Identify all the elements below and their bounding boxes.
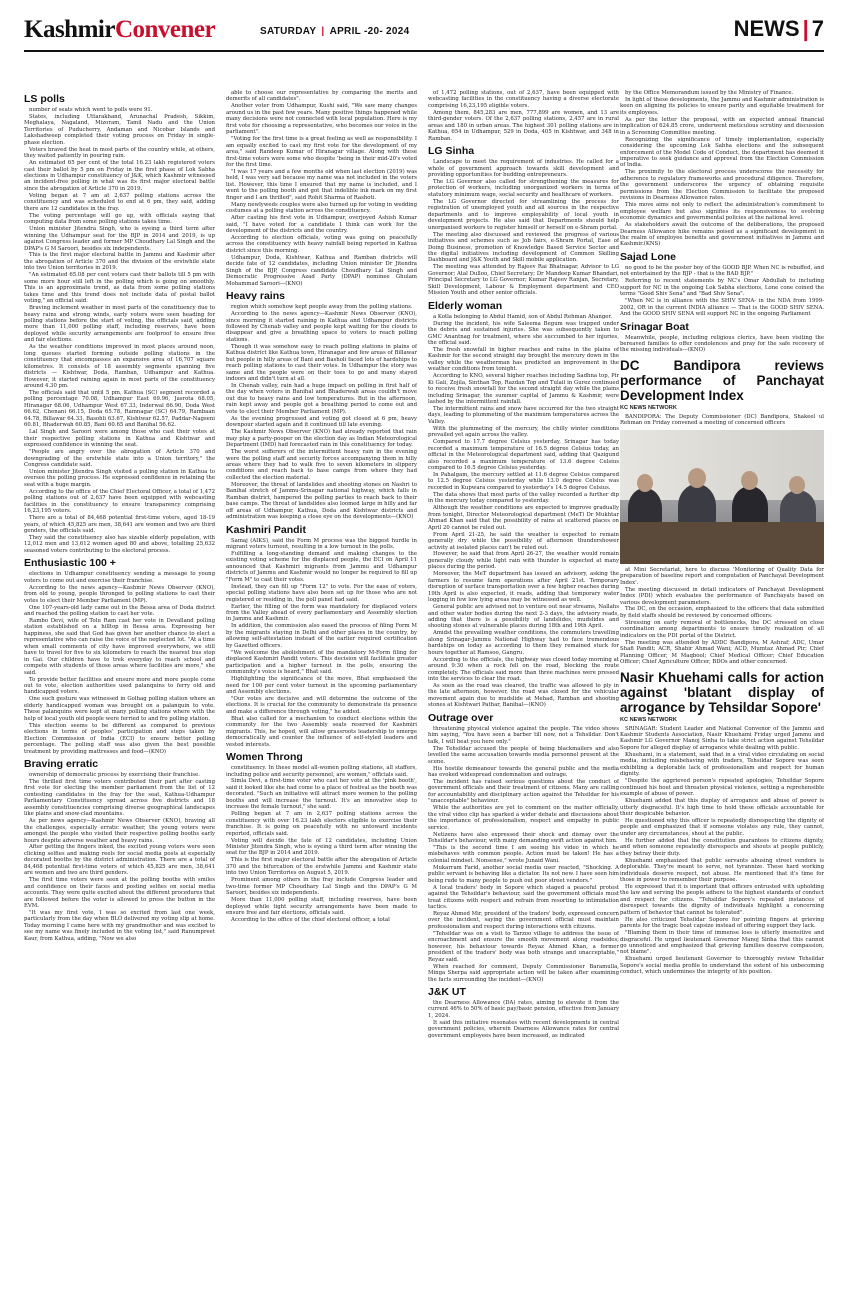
paragraph: According to the officials, the highway was closed today morning at around 9:30 when a rock fell on the road, blocking the route completely. The officials said more than three machines were pressed into the services to clear the road. (428, 656, 619, 683)
paragraph: Among them, 845,283 are men, 777,899 are women, and 13 are third-gender voters. Of the 2,637 polling stations, 2,457 are in rural areas and 180 in urban areas. The highest 301 polling stations are in Kathua, 654 in Udhampur, 529 in Doda, 405 in Kishtwar, and 348 in Ramban. (428, 109, 619, 142)
paragraph: Highlighting the significance of the move, Bhat emphasised the need for 100 per cent voter turnout in the upcoming parliamentary and Assembly elections. (226, 676, 417, 695)
paragraph: It said this initiative resonates with recent developments in central government policies, wherein Dearness Allowance rates for central government employees have been increased, as indicated (428, 1019, 619, 1039)
byline: KC NEWS NETWORK (620, 716, 677, 723)
paragraph: no good to be the poster boy of the GOOD BJP. When NC is rebuffed, and not entertained by the BJP - that is the BAD BJP." (620, 264, 824, 278)
paragraph: He questioned why this officer is repeatedly disrespecting the dignity of people and emphasized that if someone violates any rule, they cannot, under any circumstances, shout at the public. (620, 817, 824, 837)
paragraph: According to the news agency—Kashmir News Observer (KNO), from old to young, people thronged to polling stations to cast their votes to elect their Member Parliament (MP). (24, 584, 215, 604)
paragraph: After casting his first vote in Udhampur, overjoyed Ashish Kumar said, "I have voted for a candidate I think can work for the development of the districts and the country. (226, 215, 417, 235)
paragraph: General public are advised not to venture out near streams, Nallahs and other water bodies during the next 2-3 days, the advisory reads, adding that there is a possibility of landslides, mudslides and shooting stones at vulnerable places during 18th and 19th April. (428, 604, 619, 630)
headline-nasir-khuehami: Nasir Khuehami calls for action against 'blatant display of arrogance by Tehsildar Sopore' (620, 669, 824, 715)
paragraph: BANDIPORA: The Deputy Commissioner (DC) Bandipora, Shakeel ul Rehman on Friday convened a meeting of concerned officers (620, 413, 824, 427)
paragraph: Though it was somehow easy to reach polling stations in plains of Kathua district like Kathua town, Hiranagar and few areas of Billawar but people in hilly areas of Bani and Basholi faced lots of hardships to reach polling stations to cast their votes. In Udhampur the story was same and the people were on their toes to go and many stayed indoors and didn't turn at all. (226, 343, 417, 383)
column-4 (620, 90, 824, 1300)
paragraph: Khuehami added that this display of arrogance and abuse of power is utterly disgraceful. It's high time to hold these officials accountable for their despicable behavior. (620, 798, 824, 817)
issue-day: SATURDAY (260, 26, 317, 37)
paragraph: The data shows that most parts of the valley recorded a further dip in the mercury today compared to yesterday. (428, 491, 619, 505)
paragraph: The incident has raised serious questions about the conduct of government officials and their treatment of citizens. Many are calling for accountability and disciplinary action against the Tehsildar for his "unacceptable" behaviour. (428, 778, 619, 805)
paragraph: Braving inclement weather in most parts of the constituency due to heavy rains and strong winds, early voters were seen heading for polling stations before the start of voting, the officials said, adding more than 11,000 polling staff, including reserves, have been deployed while security arrangements are foolproof to ensure free and fair elections. (24, 305, 215, 344)
paragraph: "Voting for the first time is a great feeling as well as responsibility. I am equally excited to cast my first vote for the development of my area," said Randeep Kumar of Hiranagar village. Along with these first-time voters were some who despite 'being in their mid-20's voted for the first time. (226, 136, 417, 168)
paragraph: The worst sufferers of the intermittent heavy rain in the evening were the polling staff and security forces accompanying them in hilly areas where they had to walk five to seven kilometers in slippery conditions and reach back to base camps from where they had collected the election material. (226, 449, 417, 481)
paragraph: "People are angry over the abrogation of Article 370 and downgrading of the erstwhile state into a Union territory," the Congress candidate said. (24, 449, 215, 468)
paragraph: He also criticized Tehsildar Sopore for pointing fingers at grieving parents for the tragic boat capsize instead of offering support they lack. (620, 916, 824, 930)
paragraph: The proximity to the electoral process underscores the necessity for adherence to regulatory frameworks and procedural diligence. Therefore, the government underscores the urgency of obtaining requisite permissions from the Election Commission to facilitate the proposed revisions in Dearness Allowance rates. (620, 169, 824, 202)
paragraph: "This is the second time I am seeing his video in which he misbehaves with common people. Action must be taken! He has a colonial mindset. Nonsense," wrote Junaid Wani. (428, 844, 619, 864)
paragraph: The LG Governor directed for streamlining the process for registration of unemployed youth and all sources in the respective departments and to improve employability of local youth in development projects. He also said that Departments should help unorganised workers to register himself or herself on e-Shram portal. (428, 198, 619, 231)
paragraph: "Blaming them in their time of immense loss is utterly insensitive and disgraceful. He urged lieutenant Governor Manoj Sinha that this cannot go unnoticed and emphasized that grieving families deserve compassion, not blame". (620, 930, 824, 956)
issue-separator: | (318, 26, 328, 37)
paragraph: The officials said that until 5 pm, Kathua (SC) segment recorded a polling percentage 70.08, Udhampur East 69.96, Jasrota 68.05, Hiranagar 68.06, Udhampur West 67.33, Inderwal 66.90, Doda West 66.62, Chenani 66.15, Doda 65.78, Ramnagar (SC) 64.79, Rambaan 64.78, Billawar 64.33, Basohli 63.67, Kishtwar 62.57, Paddar-Nagseni 60.81, Bhaderwah 60.85, Bani 60.65 and Banihal 56.62. (24, 389, 215, 429)
paragraph: Although the weather conditions are expected to improve gradually from tonight, Director Meteorological department (MeT) Dr Mukhtar Ahmad Khan said that the possibility of rains at scattered places on April 20 cannot be ruled out. (428, 505, 619, 531)
paragraph: Prominent among others in the fray include Congress leader and two-time former MP Choudhary Lal Singh and the DPAP's G M Saroori, besides six independents. (226, 877, 417, 897)
section-bar: | (802, 16, 809, 41)
subhead-kashmiri-pandit: Kashmiri Pandit (226, 523, 306, 536)
masthead-rule (24, 50, 824, 52)
paragraph: With the plummeting of the mercury, the chilly winter conditions prevailed yet again across the valley. (428, 425, 619, 439)
paragraph: Instead, they can fill up "Form 12" to vote. For the ease of voters, special polling stations have also been set up for those who are not registered or residing in, the poll panel had said. (226, 583, 417, 603)
paragraph: The meeting also discussed and reviewed the progress of various initiatives and schemes such as Job fairs, e-Shram Portal, Ease of Doing Business, promotion of Knowledge Based Service Sector and the digital initiatives including development of Common Skilling Dashboard and J&K Youth and Skill mobile application. (428, 231, 619, 264)
paragraph: Another voter from Udhampur, Kushi said, "We saw many changes around us in the past few years. Many positive things happened while many decisions were not connected with local population. Here is my first vote for choosing a representative, who becomes our voice in the parliament". (226, 103, 417, 136)
photo-head (637, 474, 653, 492)
paragraph: In Pahalgam, the mercury settled at 11.6 degree Celsius compared to 12.5 degree Celsius yesterday while 13.0 degree Celsius was recorded in Kupwara compared to yesterday's 14.5 degree Celsius. (428, 472, 619, 491)
paragraph: elections in Udhampur constituency sending a message to young voters to come out and exercise their franchise. (24, 571, 215, 584)
paragraph: "Our votes are decisive and will determine the outcome of the elections. It is crucial for the community to demonstrate its presence and make a difference through voting," he added. (226, 695, 417, 715)
paragraph: An estimated 65 per cent of the total 16.23 lakh registered voters cast their ballot by 5 pm on Friday in the first phase of Lok Sabha elections in Udhampur constituency of J&K, which Kashmir witnessed an incident-free polling in what was its first major electoral battle since the abrogation of Article 370 in 2019. (24, 160, 215, 192)
paragraph: The meeting was attended by Rajeev Rai Bhatnagar, Advisor to LG Governor; Atal Dulloo, Chief Secretary; Dr Mandeep Kumar Bhandari, Principal Secretary to LG Governor; Kumar Rajeev Ranjan, Secretary, Skill Development, Labour & Employment department and CEO Mission Youth and other senior officials. (428, 264, 619, 297)
paragraph: From April 21-25, he said the weather is expected to remain generally dry while the possibility of afternoon thundershower activity at isolated places can't be ruled out. (428, 531, 619, 551)
subhead-elderly-woman: Elderly woman (428, 299, 503, 312)
paragraph: Moreover, the MeT department has issued an advisory, asking the farmers to resume farm operations after April 21st. Temporary disruption of surface transportation over a few higher reaches during 19th April is also expected, it reads, adding that temporary water logging in few low lying areas may be witnessed as well. (428, 571, 619, 604)
paragraph: SRINAGAR: Student Leader and National Convenor of the Jammu and Kashmir Students Association, Nasir Khuehami Friday urged Jammu and Kashmir LG Governor Manoj Sinha to take strict action against Tehsildar Sopore for alleged display of arrogance while dealing with public. (620, 725, 824, 751)
paragraph: The meeting discussed in detail indicators of Panchayat Development Index (PDI) which evaluates the performance of Panchayats based on various development parameters. (620, 586, 824, 606)
paragraph: This move aims not only to reflect the administration's commitment to employee welfare but also signifies its responsiveness to evolving economic dynamics and governmental policies at the national level. (620, 202, 824, 222)
paragraph: The DC, on the occasion, emphasized to the officers that data submitted by field staffs should be reviewed by concerned officers. (620, 606, 824, 619)
paragraph: During the incident, his wife Saleema Begum was trapped under the debris and sustained injuries. She was subsequently taken to GMC Anantnag for treatment, where she succumbed to her injuries, the official said. (428, 320, 619, 346)
paragraph: Many newlyweds couples were also turned up for voting in wedding costumes at a polling station across the constituency. (226, 201, 417, 215)
paragraph: However, he said that from April 26-27, the weather would remain generally cloudy while light rain with thunder is expected at many places during the period. (428, 551, 619, 571)
paragraph: Mukarram Farid, another social media user reacted, "Shocking. A public servant is behaving like a dictator. Its not new. I have seen him being rude to many people to push out poor street vendors." (428, 864, 619, 884)
paragraph: As stakeholders await the outcome of the deliberations, the proposed Dearness Allowance hike remains poised as a significant development in the realm of employee benefits and government initiatives in Jammu and Kashmir.(KNS) (620, 222, 824, 248)
paragraph: He further added that the constitution guarantees to citizens dignity, and when someone repeatedly disrespects and shouts at people publicly, they betray their duty. (620, 837, 824, 857)
paragraph: "We welcome the abolishment of the mandatory M-Form filing for displaced Kashmiri Pandit voters. This decision will facilitate greater participation and a higher turnout in the polls, ensuring the community's voice is heard," Bhat said. (226, 649, 417, 676)
paragraph: One 107-years-old lady came out in the Bessa area of Doda district and reached the polling station to cast her vote. (24, 604, 215, 618)
paragraph: Recognizing the significance of timely implementation, especially considering the upcoming Lok Sabha elections and the subsequent enforcement of the Model Code of Conduct, the department has deemed it imperative to seek guidance and approval from the Election Commission of India. (620, 136, 824, 169)
paragraph: According to the office of the Chief Electoral Officer, a total of 1,472 polling stations out of 2,637 have been equipped with webcasting facilities in the constituency to ensure transparency comprising 16,23,195 voters. (24, 488, 215, 515)
paragraph: The LG Governor also called for strengthening the measures for protection of workers, including unorganized workers in terms of statutory minimum wage, social security and healthcare of workers. (428, 178, 619, 198)
byline: KC NEWS NETWORK (620, 404, 677, 411)
paragraph: The first time voters were seen at the polling booths with smiles and confidence on their faces and posting selfies on social media accounts. They were quite excited about the different procedures that are followed before the voter is allowed to press the button in the EVM. (24, 877, 215, 910)
paragraph: The fresh snowfall in higher reaches and rains in the plains of Kashmir for the second straight day brought the mercury down in the valley while the weatherman has predicted an improvement in the weather conditions from tonight. (428, 346, 619, 373)
section-name: NEWS (733, 16, 800, 41)
subhead-srinagar-boat: Srinagar Boat (620, 320, 689, 333)
paragraph: Reyaz Ahmed Mir, president of the traders' body, expressed concern over the incident, saying the government official must maintain professionalism and respect during interactions with citizens. (428, 911, 619, 930)
paragraph: Polling began at 7 am in 2,637 polling stations across the constituency with over 16.23 lakh electors eligible to exercise their franchise. It is going on peacefully with no untoward incidents reported, officials said. (226, 811, 417, 837)
paragraph: constituency. In these model all-women polling stations, all staffers, including police and security personnel, are women," officials said. (226, 765, 417, 778)
paragraph: "It was my first vote, I was so excited from last one week, particularly from the day when BLO delivered my voting slip at home. Today morning I came here with my grandmother and was excited to see my name was finely included in the voting list," said Ranumpreet Kaur, from Kathua, adding, "Now we also (24, 910, 215, 942)
subhead-jk-ut: J&K UT (428, 986, 466, 998)
paragraph: More than 11,000 polling staff, including reserves, have been deployed while tight security arrangements have been made to ensure free and fair elections, officials said. (226, 897, 417, 917)
paragraph: Stressing on early removal of bottlenecks, the DC stressed on close coordination among departments to ensure timely realization of all indicators on the PDI portal of the District. (620, 619, 824, 639)
paragraph: This election seems to be different as compared to previous elections in terms of peoples' participation and steps taken by Election Commission of India (ECI) to ensure better polling percentage. The polling staff was also given the best possible treatment by providing mattresses and food—(KNO) (24, 722, 215, 755)
paragraph: One such gesture was witnessed in Golhag polling station where an elderly handicapped woman was brought on a palanquin to vote. These palanquins were kept at many polling stations where with the help of local youth old people were ferried to and fro polling station. (24, 696, 215, 722)
paragraph: They said the constituency also has sizable elderly population, with 12,012 men and 13,612 women aged 80 and above, totalling 25,632 seasoned voters contributing to the electoral process. (24, 534, 215, 554)
paragraph: In Chenab valley, rain had a huge impact on polling in first half of the day when voters in Banihal and Bhaderwah areas couldn't move out due to heavy rains and low temperatures. But in the afternoon, rain kept away and people got a breathing period to come out and vote to elect their Member Parliament (MP). (226, 383, 417, 415)
paragraph: Rambo Devi, wife of Tolu Ram cast her vote in Devalland polling station established on a hilltop in Bessa area. Expressing her happiness, she said that God has given her another chance to elect a representative who can raise the voice of the neglected lot. "At a time when small comments of city have improved everywhere, we still have to travel for five to six kilometers to reach the nearest bus stop in Gai. Our children have to trek everyday to reach school and compete with students of those areas where facilities are more," she said. (24, 617, 215, 676)
paragraph: According to KNO, several higher reaches including Sadhna top, Pir Ki Gali, Zojila, Sinthan Top, Razdan Top and Tulail in Gurez continued to receive fresh snowfall for the second straight day while the plains including Srinagar, the summer capital of Jammu & Kashmir, were lashed by the intermittent rainfall. (428, 373, 619, 406)
paragraph: The voting percentage will go up, with officials saying that computing data from some polling stations takes time. (24, 212, 215, 226)
logo-word-kashmir: Kashmir (24, 16, 115, 43)
paragraph: "I was 17 years and a few months old when last election (2019) was held, I was very sad because my name was not included in the voters list. However, this time I ensured that my name is included, and I went to the polling booth and got that indelible ink mark on my first finger and I am thrilled", said Rohit Sharma of Rashoti. (226, 168, 417, 201)
paragraph: While the authorities are yet to comment on the matter officially, the viral video clip has sparked a wider debate and discussions about the importance of professionalism, respect and empathy in public service. (428, 805, 619, 831)
paragraph: A local traders' body in Sopore which staged a peaceful protest against the Tehsildar's behaviour, said the government officials must treat citizens with respect and refrain from resorting to intimidation tactics. (428, 884, 619, 911)
subhead-braving-erratic: Braving erratic (24, 758, 99, 770)
paragraph: "Tehsildar was on a visit to Tarzoo village to address the issue of encroachment and ensure the smooth movement along roadsides; however, his behaviour towards Reyaz Ahmed Khan, a former president of the traders' body was both strange and unacceptable," Reyaz said. (428, 930, 619, 963)
paragraph: The intermittent rains and snow have occurred for the two straight days, leading to plummeting of the maximum temperatures across the Valley. (428, 405, 619, 425)
paragraph: As soon as the road was cleared, the traffic was allowed to ply in the late afternoon, however, the road was closed for the vehicular movement again due to mudslide at Mehad, Ramban and shooting stones at Kishtwari Pathar, Banihal—(KNO) (428, 683, 619, 709)
subhead-outrage-over: Outrage over (428, 711, 494, 724)
paragraph: a Kotla belonging to Abdul Hamid, son of Abdul Rehman Ahanger. (433, 313, 613, 320)
paragraph: This is the first major electoral battle after the abrogation of Article 370 and the bifurcation of the erstwhile Jammu and Kashmir state into two Union Territories on August 5, 2019. (226, 857, 417, 877)
column-2 (226, 90, 417, 1300)
paragraph: In addition, the commission also eased the process of filing Form M by the migrants staying in Delhi and other places in the country, by allowing self-attestation instead of the earlier required certification by Gazetted officers. (226, 623, 417, 649)
paragraph: Amidst the prevailing weather conditions, the commuters travelling along Srinagar-Jammu National Highway had to face tremendous hardships on today as according to them they remained stuck for hours together at Ramsoo, Gangru. (428, 630, 619, 656)
issue-date (260, 26, 409, 37)
paragraph: The Kashmir News Observer (KNO) had already reported that rain may play a party-pooper on the election day as Indian Meteorological Department (IMD) had forecasted rain in this constituency for today. (226, 429, 417, 449)
paragraph: In light of these developments, the Jammu and Kashmir administration is keen on aligning its policies to ensure parity and equitable treatment for its employees. (620, 96, 824, 116)
subhead-heavy-rains: Heavy rains (226, 290, 285, 303)
paragraph: at Mini Secretariat, here to discuss 'Monitoring of Quality Data for preparation of baseline report and computation of Panchayat Development Index'. (620, 566, 824, 586)
paragraph: According to election officials, voting was going on peacefully across the constituency with heavy rainfall being reported in Kathua district since this morning. (226, 234, 417, 254)
paragraph: According to the news agency—Kashmir News Observer (KNO), since morning it started raining in Kathua and Udhampur districts followed by Chenab valley and people kept waiting for the clouds to disappear and give a breathing space to voters to reach polling stations. (226, 311, 417, 343)
column-1 (24, 90, 215, 1300)
paragraph: Voters braved the heat in most parts of the country while, at others, they waited patiently in pouring rain. (24, 146, 215, 160)
paragraph: Meanwhile, people, including religious clerics, have been visiting the bereaved families to offer condolences and pray for the safe recovery of the missing individuals—(KNO) (620, 334, 824, 354)
paragraph: He expressed that it is important that officers entrusted with upholding the law and serving the people adhere to the highest standards of conduct and respect for citizens. "Tehsildar Sopore's repeated instances of disrespect towards the dignity of individuals highlight a concerning pattern of behavior that cannot be tolerated". (620, 883, 824, 916)
photo-head (789, 476, 805, 494)
photo-head (741, 471, 758, 490)
paragraph: ownership of democratic process by exercising their franchise. (29, 772, 200, 778)
paragraph: region which somehow kept people away from the polling stations. (231, 304, 413, 311)
paragraph: As per news agency—Kashmir News Observer (KNO), braving all the challenges, especially erratic weather, the young voters were amongst the people who visited their respective polling booths early hours despite adverse weather and heavy rains. (24, 818, 215, 844)
masthead (24, 14, 824, 48)
subhead-women-throng: Women Throng (226, 751, 303, 764)
paragraph: Netizens have also expressed their shock and dismay over the Tehsildar's behaviour, with many demanding swift action against him. (428, 831, 619, 845)
paragraph: To provide better facilities and ensure more and more people come out to vote, election authorities used palanquins to ferry old and handicapped voters. (24, 676, 215, 696)
paragraph: threatening physical violence against the people. The video shows him saying, "You have seen a barber till now, not a Tehsildar. Don't talk, I will beat you here only." (428, 725, 619, 745)
logo-word-convener: Convener (114, 16, 216, 43)
paragraph: His hostile demeanour towards the general public and the media has evoked widespread condemnation and outrage. (428, 765, 619, 778)
paragraph: Bhat also called for a mechanism to conduct elections within the community for the two Assembly seats reserved for Kashmiri migrants. This, he hoped, will allow grassroots leadership to emerge democratically and counter the influence of self-styled leaders and vested interests. (226, 715, 417, 748)
paragraph: States, including Uttarakhand, Arunachal Pradesh, Sikkim, Meghalaya, Nagaland, Mizoram, Tamil Nadu and the Union Territories of Puducherry, Andaman and Nicobar Islands and Lakshadweep completed their voting process on Friday in single-phase election. (24, 113, 215, 146)
paragraph: able to choose our representative by comparing the merits and demerits of all candidates". (226, 90, 417, 103)
paragraph: Referring to recent statements by NC's Omar Abdullah to including support for NC in the ongoing Lok Sabha elections, Lone cone coined the terms "Good Shiv Sena" and "Bad Shiv Sena". (620, 278, 824, 298)
paragraph: the Dearness Allowance (DA) rates, aiming to elevate it from the current 46% to 50% of basic pay/basic pension, effective from January 1, 2024. (428, 1000, 619, 1019)
meeting-photo (620, 430, 824, 564)
paragraph: This is the first major electoral battle in Jammu and Kashmir after the abrogation of Article 370 and the division of the erstwhile state into two Union territories in 2019. (24, 252, 215, 272)
photo-table (620, 522, 824, 564)
paragraph: The Tehsildar accused the people of being blackmailers and also levelled the same accusation towards media personnel present at the scene. (428, 745, 619, 765)
paragraph: Earlier, the filling of the form was mandatory for displaced voters from the Valley ahead of every parliamentary and Assembly election in Jammu and Kashmir. (226, 603, 417, 623)
column-3 (428, 90, 619, 1300)
paragraph: Samaj (AIKS), said the Form M process was the biggest hurdle in migrant voters turnout, resulting in a low turnout in the polls. (226, 537, 417, 550)
paragraph: Lal Singh and Saroori were among those who cast their votes at their respective polling stations in Kathua and Kishtwar and expressed confidence in winning the seat. (24, 429, 215, 449)
paragraph: As the weather conditions improved in most places around noon, long queues started forming outside polling stations in the constituency that encompasses an expansive area of 16,707 square kilometres. It consists of 18 assembly segments spanning five districts — Kishtwar, Doda, Ramban, Udhampur and Kathua. However, it started raining again in most parts of the constituency around 4.30 pm. (24, 344, 215, 390)
paragraph: "An estimated 65.08 per cent voters cast their ballots till 5 pm with some more hour still left in the polling which is going on smoothly. This is an approximate trend, as data from some polling stations takes time and this trend does not include data of postal ballot voting," an official said. (24, 272, 215, 305)
paragraph: Landscape to meet the requirement of industries. He called for a whole of government approach towards skill development and providing opportunities for budding entrepreneurs. (428, 159, 619, 179)
paragraph: According to the office of the chief electoral officer, a total (231, 916, 390, 923)
paragraph: Voting began at 7 am at 2,637 polling stations across the constituency and was scheduled to end at 6 pm, they said, adding there are 12 candidates in the fray. (24, 192, 215, 212)
paragraph: Moreover, the threat of landslides and shooting stones on Nashri to Banihal stretch of Jammu-Srinagar national highway, which falls in Ramban district, hampered the polling parties to reach back to their base camps. The threat of landslides also loomed large in hilly and far off areas of Udhampur, Kathua, Doda and Kishtwar districts and administration was keeping a close eye on the developments—(KNO) (226, 481, 417, 521)
section-label (734, 16, 824, 42)
paragraph: Fulfilling a long-standing demand and making changes to the existing voting scheme for the displaced people, the ECI on April 11 announced that Kashmiri migrants from Jammu and Udhampur districts of Jammu and Kashmir would no longer be required to fill up "Form M" to cast their votes. (226, 550, 417, 583)
newspaper-logo (24, 16, 215, 44)
paragraph: Voting will decide the fate of 12 candidates, including Union Minister Jitendra Singh, who is eyeing a third term after winning the seat for the BJP in 2014 and 2019. (226, 837, 417, 857)
paragraph: Khuehami urged lieutenant Governor to thoroughly review Tehsildar Sopore's social media profile to understand the extent of his unbecoming conduct, which undermines the integrity of his position. (620, 956, 824, 976)
paragraph: The thrilled first time voters contributed their part after casting first vote for electing the member parliament from the list of 12 contesting candidates in the fray for the seat, Kathua-Udhampur Parliamentary Constituency spread across five districts and 18 assembly constituencies comprising diverse geographical landscapes like plains and snow-clad mountains. (24, 778, 215, 818)
paragraph: As the evening progressed and voting got closed at 6 pm, heavy downpour started again and it continued till late evening. (226, 415, 417, 429)
paragraph: There are a total of 84,468 potential first-time voters, aged 18-19 years, of which 45,825 are men, 38,641 are women and two are third genders, the officials said. (24, 515, 215, 534)
paragraph: number of seats which went to polls were 91. (29, 107, 153, 113)
paragraph: Union minister Jitendra Singh, who is eyeing a third term after winning the Udhampur seat for the BJP in 2014 and 2019, is up against Congress leader and former MP Choudhary Lal Singh and the DPAP's G M Saroori, besides six independents. (24, 226, 215, 252)
paragraph: As per the letter the proposal, with an expected annual financial implication of 624.85 crore, underwent meticulous scrutiny and discussion in a Screening Committee meeting. (620, 116, 824, 136)
paragraph: Khuehami, in a statement, said that in a viral video circulating on social media, including misbehaving with traders, Tehsildar Sopore was seen exhibiting a deplorable lack of professionalism and respect for human dignity. (620, 751, 824, 778)
paragraph: Compared to 17.7 degree Celsius yesterday, Srinagar has today recorded a maximum temperature of 16.5 degree Celsius today, an official in the Meteorological department said, adding that Qazigund also recorded a maximum temperature of 13.6 degree Celsius compared to 16.5 degree Celsius yesterday. (428, 439, 619, 472)
subhead-enthusiastic: Enthusiastic 100 + (24, 557, 116, 570)
subhead-ls-polls: LS polls (24, 93, 65, 105)
paragraph: "Despite the aggrieved person's repeated apologies, Tehsildar Sopore continued his bout and threaten physical violence, setting a reprehensible example of abuse of power. (620, 778, 824, 798)
paragraph: "When NC is in alliance with the SHIV SENA- in the NDA from 1999-2002, OR in the current INDIA alliance — That is the GOOD SHIV SENA. And the GOOD SHIV SENA will support NC in the ongoing Parliament (620, 298, 824, 318)
paragraph: Khuehami emphasized that public servants abusing street vendors is deplorable. They're meant to serve, not tyrannize. These hard working individuals deserve respect, not abuse. He mentioned that it's time for those in power to remember their purpose. (620, 857, 824, 883)
paragraph: Udhampur, Doda, Kishtwar, Kathua and Ramban districts will decide fate of 12 candidates, including Union minister Dr Jitendra Singh of the BJP, Congress candidate Choudhary Lal Singh and Democratic Progressive Azad Party (DPAP) nominee Ghulam Mohammad Saroori—(KNO) (226, 254, 417, 287)
paragraph: When reached for comment, Deputy Commissioner Baramulla, Minga Sherpa said appropriate action will be taken after examining the facts surrounding the incident—(KNO) (428, 963, 619, 983)
paragraph: Simla Devi, a first-time voter who cast her vote at the 'pink booth', said it looked like she had come to a place of festival as the booth was decorated. "Such an initiative will attract more women to the polling booths and will increase the turnout. It's an innovative step to increase the female turnout," she said. (226, 778, 417, 811)
paragraph: Union minister Jitendra Singh visited a polling station in Kathua to oversee the polling process. He expressed confidence in retaining the seat with a huge margin. (24, 468, 215, 488)
page-number: 7 (811, 16, 824, 41)
subhead-sajad-lone: Sajad Lone (620, 250, 677, 263)
paragraph: by the Office Memorandum issued by the Ministry of Finance. (625, 90, 794, 96)
subhead-lg-sinha: LG Sinha (428, 145, 475, 158)
paragraph: The meeting was attended by ADDC Bandipora, M Ashraf; ADC, Umar Shafi Pandit; ACR, Shabir Ahmad Wani; ACD, Mumtaz Ahmad Pir; Chief Planning Officer, M Maqbool; Chief Medical Officer; Chief Education Officer; Chief Agriculture Officer, BDOs and other concerned. (620, 639, 824, 666)
paragraph: After getting the fingers inked, the excited young voters were seen clicking selfies and making reels for social media posts at especially decorated booths by the district administration. There are a total of 84,468 potential first-time voters of which 45,825 are men, 38,641 are women and two are third genders. (24, 844, 215, 877)
paragraph: of 1,472 polling stations, out of 2,637, have been equipped with webcasting facilities in the constituency having a diverse electorate comprising 16,23,195 eligible voters. (428, 90, 619, 109)
issue-date-text: APRIL -20- 2024 (329, 26, 410, 37)
photo-head (688, 468, 706, 488)
headline-dc-bandipora: DC Bandipora reviews performance of Panchayat Development Index (620, 357, 824, 403)
